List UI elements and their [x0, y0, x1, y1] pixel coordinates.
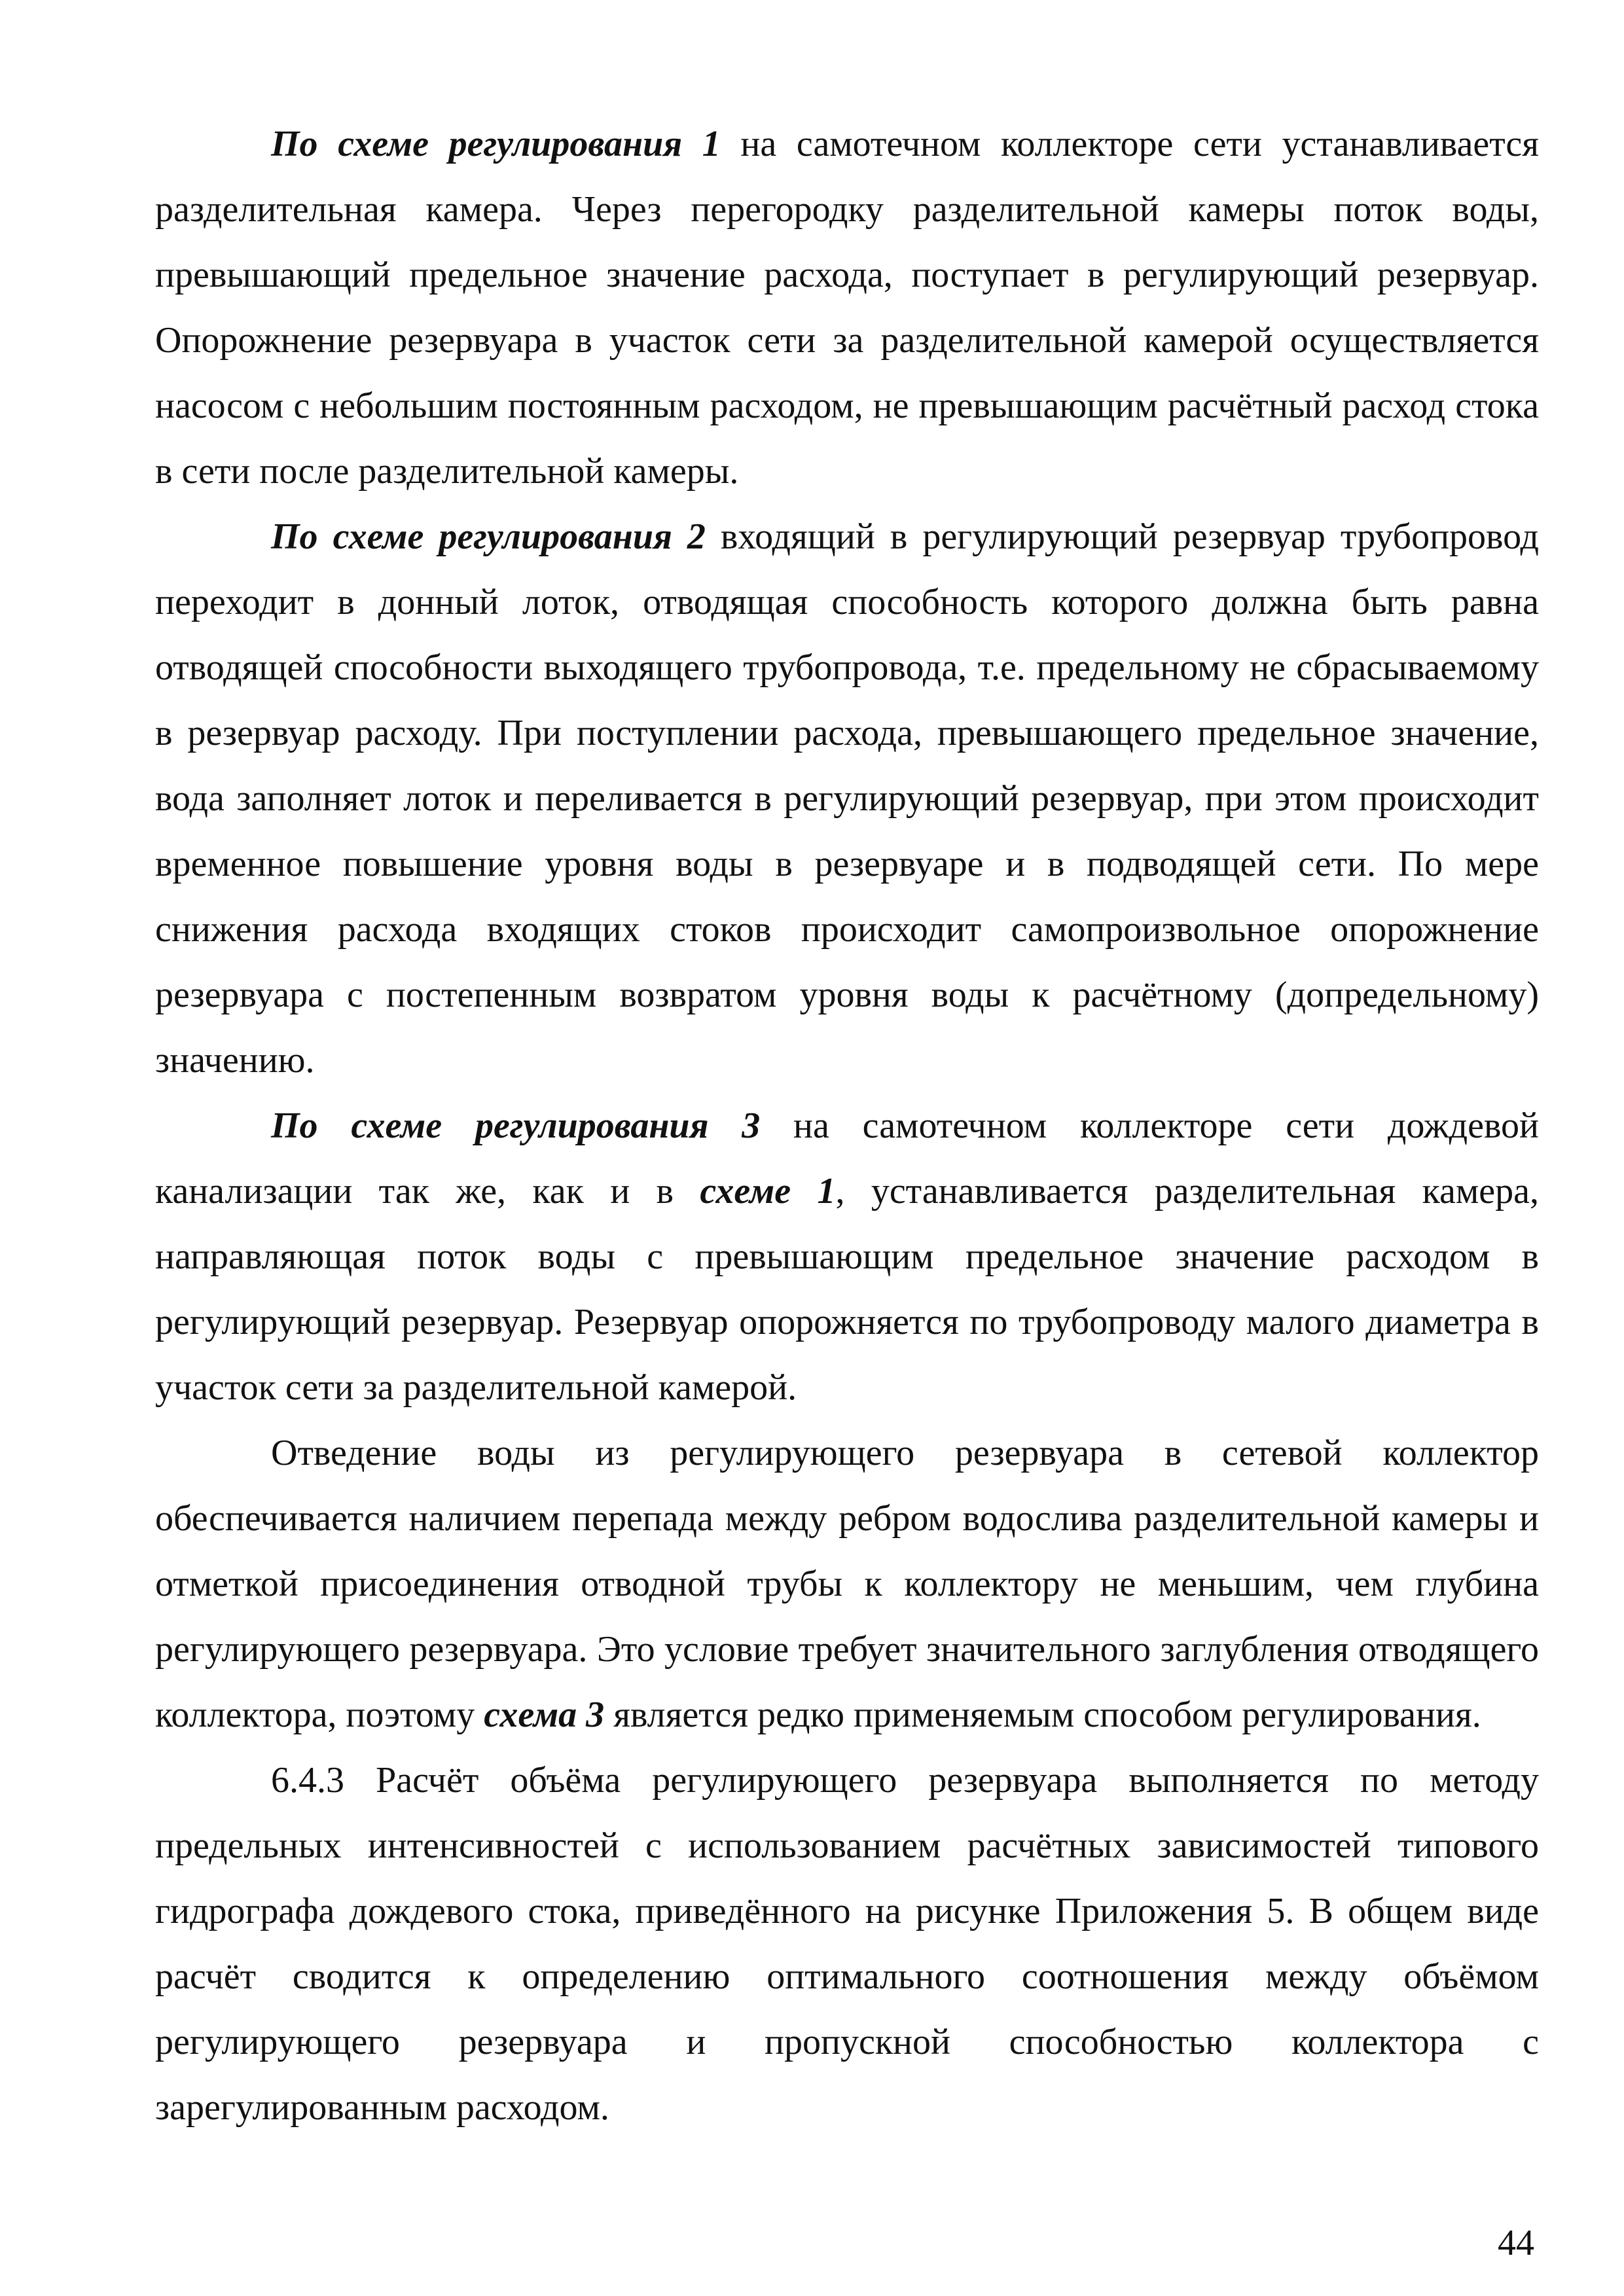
emphasis-scheme-3-reference: схема 3 — [484, 1695, 605, 1735]
emphasis-scheme-2-heading: По схеме регулирования 2 — [271, 516, 706, 557]
paragraph-scheme-3 — [155, 1093, 1539, 1420]
emphasis-scheme-1-reference: схеме 1 — [700, 1171, 836, 1211]
paragraph-text: на самотечном коллекторе сети устанавливается разделительная камера. Через перегородку разделительной камеры поток воды, превышающий предельное значение расхода, поступает в регулирующий резервуар. Опорожнение резервуара в участок сети за разделительной камерой осуществляется насосом с небольшим постоянным расходом, не превышающим расчётный расход стока в сети после разделительной камеры. — [155, 124, 1539, 492]
paragraph-scheme-1 — [155, 111, 1539, 504]
paragraph-section-6-4-3 — [155, 1748, 1539, 2140]
paragraph-text: на самотечном коллекторе сети дождевой канализации так же, как и в — [155, 1105, 1539, 1211]
paragraph-text: , устанавливается разделительная камера, направляющая поток воды с превышающим предельное значение расходом в регулирующий резервуар. Резервуар опорожняется по трубопроводу малого диаметра в участок сети за разделительной камерой. — [155, 1171, 1540, 1408]
emphasis-scheme-3-heading: По схеме регулирования 3 — [271, 1105, 761, 1146]
paragraph-text: входящий в регулирующий резервуар трубопровод переходит в донный лоток, отводящая способность которого должна быть равна отводящей способности выходящего трубопровода, т.е. предельному не сбрасываемому в резервуар расходу. При поступлении расхода, превышающего предельное значение, вода заполняет лоток и переливается в регулирующий резервуар, при этом происходит временное повышение уровня воды в резервуаре и в подводящей сети. По мере снижения расхода входящих стоков происходит самопроизвольное опорожнение резервуара с постепенным возвратом уровня воды к расчётному (допредельному) значению. — [155, 516, 1539, 1081]
page-number: 44 — [1498, 2223, 1534, 2263]
emphasis-scheme-1-heading: По схеме регулирования 1 — [271, 124, 721, 164]
paragraph-drainage — [155, 1420, 1539, 1748]
paragraph-text: Отведение воды из регулирующего резервуара в сетевой коллектор обеспечивается наличием перепада между ребром водослива разделительной камеры и отметкой присоединения отводной трубы к коллектору не меньшим, чем глубина регулирующего резервуара. Это условие требует значительного заглубления отводящего коллектора, поэтому — [155, 1433, 1539, 1735]
paragraph-scheme-2 — [155, 504, 1539, 1093]
paragraph-text: 6.4.3 Расчёт объёма регулирующего резервуара выполняется по методу предельных интенсивностей с использованием расчётных зависимостей типового гидрографа дождевого стока, приведённого на рисунке Приложения 5. В общем виде расчёт сводится к определению оптимального соотношения между объёмом регулирующего резервуара и пропускной способностью коллектора с зарегулированным расходом. — [155, 1760, 1539, 2128]
paragraph-text: является редко применяемым способом регулирования. — [604, 1695, 1481, 1735]
